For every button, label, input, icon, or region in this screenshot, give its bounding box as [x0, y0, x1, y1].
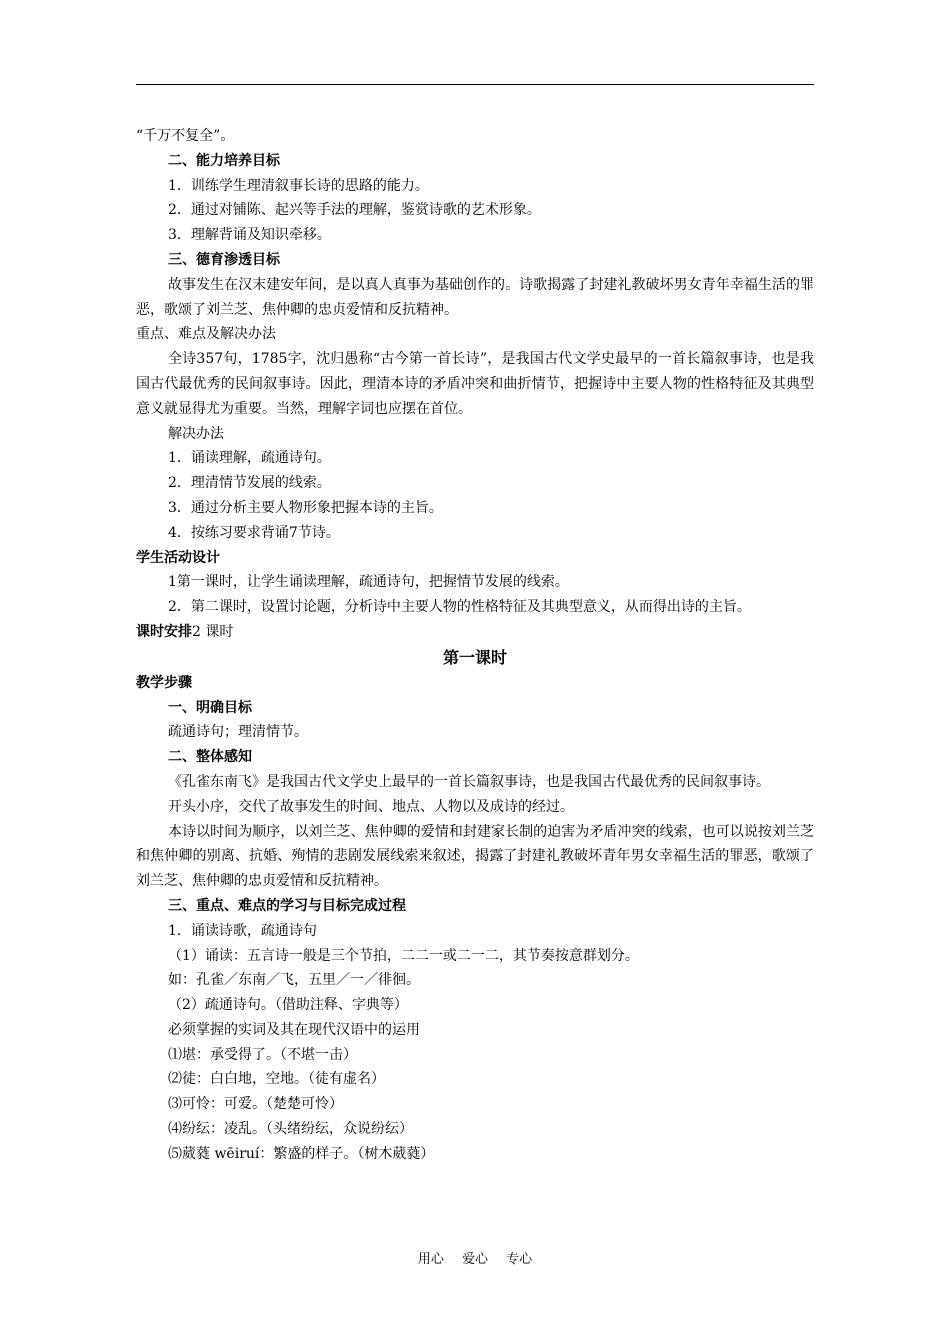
list-item: 1．诵读诗歌，疏通诗句: [168, 922, 317, 939]
vocab-item: ⑵徒：白白地，空地。（徒有虚名）: [168, 1071, 385, 1088]
list-item: 3．理解背诵及知识牵移。: [168, 227, 331, 244]
vocab-item: ⑴堪：承受得了。（不堪一击）: [168, 1046, 357, 1063]
lesson-title: 第一课时: [442, 647, 507, 667]
vocab-item: ⑸葳蕤 wēiruí：繁盛的样子。（树木葳蕤）: [168, 1145, 435, 1162]
section-heading: 一、明确目标: [168, 699, 252, 716]
vocab-item: ⑶可怜：可爱。（楚楚可怜）: [168, 1096, 343, 1113]
list-item: 2．理清情节发展的线索。: [168, 475, 331, 492]
subheading: 解决办法: [168, 425, 224, 442]
section-heading: 重点、难点及解决办法: [136, 326, 276, 343]
schedule-line: [136, 620, 814, 645]
document-body: [136, 124, 814, 1167]
list-item: 1．诵读理解，疏通诗句。: [168, 450, 331, 467]
list-item: 如：孔雀／东南／飞，五里／一／徘徊。: [168, 972, 420, 989]
list-item: （2）疏通诗句。（借助注释、字典等）: [168, 997, 408, 1014]
list-item: 4．按练习要求背诵7节诗。: [168, 524, 340, 541]
section-heading: 学生活动设计: [136, 549, 220, 566]
list-item: 2．第二课时，设置讨论题，分析诗中主要人物的性格特征及其典型意义，从而得出诗的主旨。: [168, 599, 751, 616]
paragraph: 开头小序，交代了故事发生的时间、地点、人物以及成诗的经过。: [168, 798, 574, 815]
section-heading: 二、整体感知: [168, 749, 252, 766]
section-heading: 三、德育渗透目标: [168, 251, 280, 268]
schedule-value: 2 课时: [192, 623, 234, 640]
list-item: 3．通过分析主要人物形象把握本诗的主旨。: [168, 499, 443, 516]
paragraph: 本诗以时间为顺序，以刘兰芝、焦仲卿的爱情和封建家长制的迫害为矛盾冲突的线索，也可以说按刘兰芝和焦仲卿的别离、抗婚、殉情的悲剧发展线索来叙述，揭露了封建礼教破坏青年男女幸福生活的罪恶，歌颂了刘兰芝、焦仲卿的忠贞爱情和反抗精神。: [136, 823, 814, 890]
paragraph: 疏通诗句；理清情节。: [168, 724, 308, 741]
list-item: 1．训练学生理清叙事长诗的思路的能力。: [168, 177, 429, 194]
section-heading: 教学步骤: [136, 674, 192, 691]
list-item: 1第一课时，让学生诵读理解，疏通诗句，把握情节发展的线索。: [168, 574, 569, 591]
vocab-item: ⑷纷纭：凌乱。（头绪纷纭，众说纷纭）: [168, 1121, 413, 1138]
list-item: 必须掌握的实词及其在现代汉语中的运用: [168, 1021, 420, 1038]
list-item: （1）诵读：五言诗一般是三个节拍，二二一或二一二，其节奏按意群划分。: [168, 947, 639, 964]
header-rule: [136, 84, 814, 85]
paragraph: 《孔雀东南飞》是我国古代文学史上最早的一首长篇叙事诗，也是我国古代最优秀的民间叙事诗。: [168, 773, 770, 790]
paragraph: 全诗357句，1785字，沈归愚称“古今第一首长诗”，是我国古代文学史最早的一首长篇叙事诗，也是我国古代最优秀的民间叙事诗。因此，理清本诗的矛盾冲突和曲折情节，把握诗中主要人物的性格特征及其典型意义就显得尤为重要。当然，理解字词也应摆在首位。: [136, 351, 814, 417]
text-line: “千万不复全”。: [136, 128, 235, 144]
schedule-label: 课时安排: [136, 623, 192, 640]
page-footer: 用心 爱心 专心: [417, 1252, 533, 1267]
paragraph: 故事发生在汉末建安年间，是以真人真事为基础创作的。诗歌揭露了封建礼教破坏男女青年幸福生活的罪恶，歌颂了刘兰芝、焦仲卿的忠贞爱情和反抗精神。: [136, 276, 814, 318]
section-heading: 二、能力培养目标: [168, 152, 280, 169]
list-item: 2．通过对铺陈、起兴等手法的理解，鉴赏诗歌的艺术形象。: [168, 202, 541, 219]
section-heading: 三、重点、难点的学习与目标完成过程: [168, 897, 406, 914]
